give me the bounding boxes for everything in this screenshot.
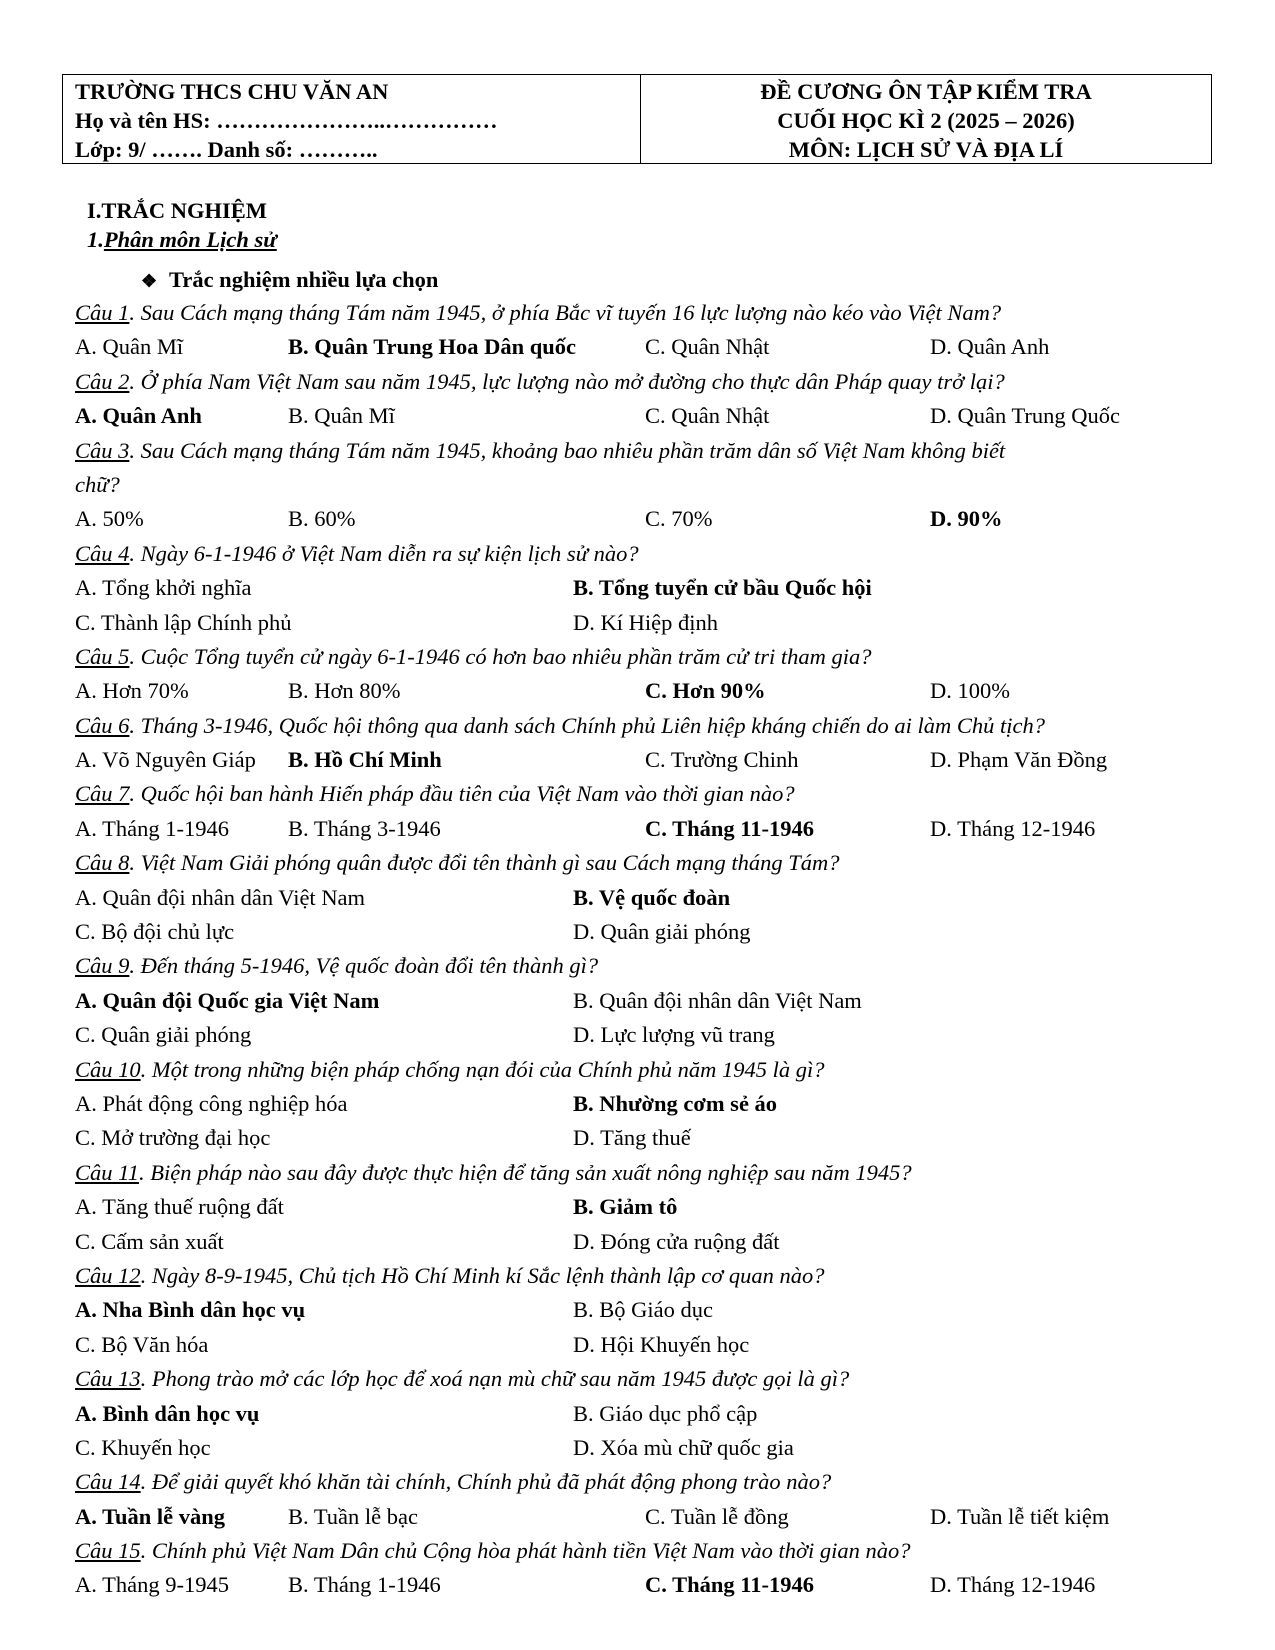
answer-row [75,1018,1225,1052]
answer-option-b: B. Vệ quốc đoàn [573,884,731,910]
school-info-cell [63,75,641,163]
answer-option-c: C. 70% [645,506,713,532]
answer-option-b: B. Giảm tô [573,1194,678,1220]
question-body: . Sau Cách mạng tháng Tám năm 1945, khoảng bao nhiêu phần trăm dân số Việt Nam không biết [129,437,1006,463]
answer-option-d: D. Kí Hiệp định [573,609,718,635]
answer-row [75,984,1225,1018]
answer-option-b: B. 60% [288,506,356,532]
answer-option-b: B. Bộ Giáo dục [573,1297,713,1323]
question-type-label: Trắc nghiệm nhiều lựa chọn [169,267,439,292]
question-number: Câu 1 [75,300,130,325]
question-item [75,537,1225,640]
answer-option-d: D. Tháng 12-1946 [930,1572,1096,1598]
answer-option-c: C. Thành lập Chính phủ [75,609,292,635]
answer-option-c: C. Bộ đội chủ lực [75,919,235,945]
question-body: . Tháng 3-1946, Quốc hội thông qua danh sách Chính phủ Liên hiệp kháng chiến do ai làm Chủ tịch? [129,712,1045,738]
answer-row [75,1431,1225,1465]
answer-option-c: C. Trường Chinh [645,747,799,773]
question-number: Câu 8 [75,850,130,876]
question-text [75,949,1225,983]
question-number: Câu 2 [75,368,130,394]
answer-option-a: A. 50% [75,506,144,532]
question-text [75,296,1225,330]
question-item [75,640,1225,709]
question-type-heading [141,265,1225,296]
question-number: Câu 14 [75,1469,141,1495]
answer-option-a: A. Bình dân học vụ [75,1400,260,1426]
answer-option-c: C. Quân Nhật [645,334,770,360]
exam-title-cell [641,75,1211,163]
answer-row [75,674,1225,708]
section-title: I.TRẮC NGHIỆM [87,198,268,223]
answer-row [75,1225,1225,1259]
answer-option-d: D. Lực lượng vũ trang [573,1022,775,1048]
question-number: Câu 15 [75,1538,141,1564]
answer-option-a: A. Nha Bình dân học vụ [75,1297,306,1323]
question-item [75,949,1225,1052]
school-name: TRƯỜNG THCS CHU VĂN AN [75,79,389,104]
answer-option-c: C. Tháng 11-1946 [645,815,815,841]
question-text [75,1156,1225,1190]
answer-option-b: B. Tuần lễ bạc [288,1503,419,1529]
answer-option-d: D. Hội Khuyến học [573,1331,750,1357]
class-number-line: Lớp: 9/ ……. Danh số: ……….. [75,137,378,162]
answer-row [75,1500,1225,1534]
answer-option-a: A. Quân Anh [75,403,202,429]
exam-title: ĐỀ CƯƠNG ÔN TẬP KIỂM TRA [760,79,1092,104]
answer-row [75,571,1225,605]
question-text [75,1259,1225,1293]
answer-option-a: A. Tăng thuế ruộng đất [75,1194,284,1220]
question-number: Câu 9 [75,953,130,979]
question-body: . Ngày 8-9-1945, Chủ tịch Hồ Chí Minh kí Sắc lệnh thành lập cơ quan nào? [140,1262,825,1288]
answer-row [75,1087,1225,1121]
question-body: . Một trong những biện pháp chống nạn đói của Chính phủ năm 1945 là gì? [140,1056,825,1082]
question-item [75,709,1225,778]
answer-row [75,743,1225,777]
question-item [75,1156,1225,1259]
answer-option-a: A. Hơn 70% [75,678,189,704]
question-item [75,1053,1225,1156]
exam-content [75,196,1225,1603]
answer-row [75,1293,1225,1327]
question-number: Câu 13 [75,1366,141,1392]
question-number: Câu 11 [75,1159,139,1185]
answer-option-d: D. Phạm Văn Đồng [930,747,1108,773]
answer-row [75,330,1225,364]
answer-option-d: D. Quân giải phóng [573,919,751,945]
question-number: Câu 5 [75,643,130,669]
question-text [75,640,1225,674]
question-body: . Sau Cách mạng tháng Tám năm 1945, ở phía Bắc vĩ tuyến 16 lực lượng nào kéo vào Việt Nam? [129,300,1002,325]
subsection-name: Phân môn Lịch sử [103,227,277,252]
question-text [75,1053,1225,1087]
answer-option-a: A. Phát động công nghiệp hóa [75,1090,348,1116]
question-text [75,1362,1225,1396]
answer-option-d: D. Tăng thuế [573,1125,691,1151]
answer-option-b: B. Tổng tuyển cử bầu Quốc hội [573,575,872,601]
answer-option-a: A. Võ Nguyên Giáp [75,747,256,773]
question-body: . Phong trào mở các lớp học để xoá nạn mù chữ sau năm 1945 được gọi là gì? [140,1366,850,1392]
question-text [75,846,1225,880]
question-item [75,1259,1225,1362]
answer-option-d: D. Tháng 12-1946 [930,815,1096,841]
subsection-number: 1. [87,227,104,252]
exam-header-table [62,74,1212,164]
question-body: . Chính phủ Việt Nam Dân chủ Cộng hòa phát hành tiền Việt Nam vào thời gian nào? [140,1538,911,1564]
question-number: Câu 3 [75,437,130,463]
question-item [75,846,1225,949]
question-number: Câu 6 [75,712,130,738]
answer-option-c: C. Hơn 90% [645,678,766,704]
question-item [75,1534,1225,1603]
question-text-continued: chữ? [75,471,120,497]
question-text [75,434,1225,468]
subsection-title [87,225,1225,254]
answer-option-b: B. Giáo dục phổ cập [573,1400,758,1426]
answer-option-d: D. Tuần lễ tiết kiệm [930,1503,1110,1529]
answer-row [75,1568,1225,1602]
answer-option-b: B. Nhường cơm sẻ áo [573,1090,778,1116]
answer-option-b: B. Tháng 3-1946 [288,815,441,841]
question-body: . Để giải quyết khó khăn tài chính, Chính phủ đã phát động phong trào nào? [140,1469,832,1495]
answer-option-a: A. Quân đội Quốc gia Việt Nam [75,987,380,1013]
answer-option-a: A. Quân đội nhân dân Việt Nam [75,884,366,910]
question-body: . Cuộc Tổng tuyển cử ngày 6-1-1946 có hơn bao nhiêu phần trăm cử tri tham gia? [129,643,872,669]
answer-option-b: B. Quân đội nhân dân Việt Nam [573,987,862,1013]
answer-row [75,1190,1225,1224]
answer-option-d: D. 90% [930,506,1003,532]
question-body: . Quốc hội ban hành Hiến pháp đầu tiên của Việt Nam vào thời gian nào? [129,781,795,807]
question-text [75,777,1225,811]
answer-option-c: C. Cấm sản xuất [75,1228,224,1254]
answer-row [75,1397,1225,1431]
answer-option-a: A. Tổng khởi nghĩa [75,575,252,601]
answer-row [75,606,1225,640]
answer-row [75,915,1225,949]
question-item [75,365,1225,434]
answer-option-c: C. Khuyến học [75,1434,211,1460]
answer-option-a: A. Tháng 9-1945 [75,1572,229,1598]
question-body: . Ngày 6-1-1946 ở Việt Nam diễn ra sự kiện lịch sử nào? [129,540,639,566]
answer-option-a: A. Quân Mĩ [75,334,184,360]
answer-option-d: D. Đóng cửa ruộng đất [573,1228,780,1254]
answer-option-a: A. Tháng 1-1946 [75,815,229,841]
answer-option-c: C. Tháng 11-1946 [645,1572,815,1598]
answer-option-c: C. Quân giải phóng [75,1022,252,1048]
answer-option-b: B. Tháng 1-1946 [288,1572,441,1598]
answer-option-c: C. Quân Nhật [645,403,770,429]
student-name-line: Họ và tên HS: …………………..…………… [75,108,498,133]
question-number: Câu 12 [75,1262,141,1288]
question-number: Câu 7 [75,781,130,807]
question-body: . Đến tháng 5-1946, Vệ quốc đoàn đổi tên thành gì? [129,953,599,979]
answer-option-b: B. Quân Mĩ [288,403,395,429]
question-item [75,296,1225,365]
question-text [75,709,1225,743]
question-text [75,537,1225,571]
answer-option-a: A. Tuần lễ vàng [75,1503,226,1529]
answer-row [75,1328,1225,1362]
question-list [75,296,1225,1603]
answer-row [75,502,1225,536]
answer-option-c: C. Mở trường đại học [75,1125,271,1151]
question-body: . Biện pháp nào sau đây được thực hiện để tăng sản xuất nông nghiệp sau năm 1945? [138,1159,912,1185]
answer-row [75,399,1225,433]
answer-option-d: D. 100% [930,678,1010,704]
answer-option-d: D. Xóa mù chữ quốc gia [573,1434,794,1460]
question-text [75,1465,1225,1499]
question-text [75,365,1225,399]
question-text [75,1534,1225,1568]
answer-option-d: D. Quân Trung Quốc [930,403,1121,429]
answer-row [75,881,1225,915]
exam-term: CUỐI HỌC KÌ 2 (2025 – 2026) [777,108,1075,133]
answer-option-c: C. Bộ Văn hóa [75,1331,209,1357]
question-number: Câu 4 [75,540,130,566]
answer-row [75,812,1225,846]
answer-option-b: B. Quân Trung Hoa Dân quốc [288,334,577,360]
exam-subject: MÔN: LỊCH SỬ VÀ ĐỊA LÍ [788,137,1064,162]
answer-option-b: B. Hồ Chí Minh [288,747,442,773]
question-body: . Ở phía Nam Việt Nam sau năm 1945, lực lượng nào mở đường cho thực dân Pháp quay trở lại? [129,368,1005,394]
answer-option-c: C. Tuần lễ đồng [645,1503,789,1529]
question-item [75,434,1225,537]
question-item [75,1362,1225,1465]
diamond-bullet-icon: ❖ [141,271,158,291]
answer-row [75,1121,1225,1155]
answer-option-b: B. Hơn 80% [288,678,401,704]
answer-option-d: D. Quân Anh [930,334,1050,360]
question-item [75,777,1225,846]
question-body: . Việt Nam Giải phóng quân được đổi tên thành gì sau Cách mạng tháng Tám? [129,850,840,876]
question-item [75,1465,1225,1534]
question-number: Câu 10 [75,1056,141,1082]
